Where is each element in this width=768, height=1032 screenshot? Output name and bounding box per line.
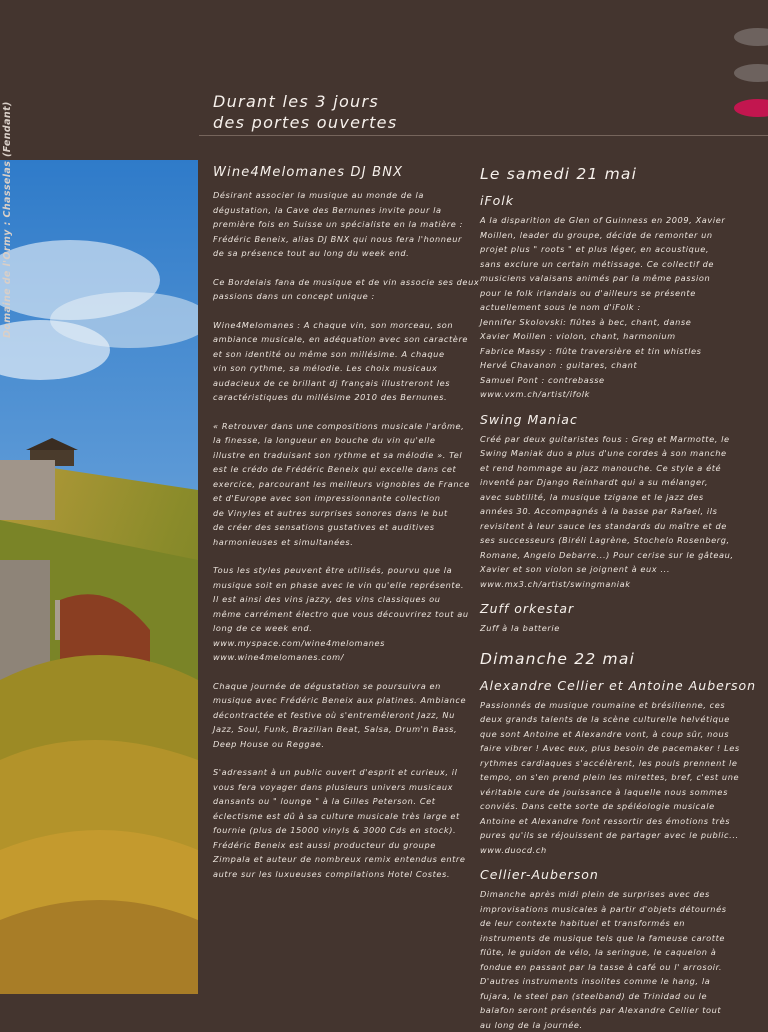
duo-title: Cellier-Auberson	[480, 867, 599, 882]
page-title: Durant les 3 jours des portes ouvertes	[213, 92, 398, 132]
vineyard-photo	[0, 101, 198, 994]
left-column	[213, 165, 480, 881]
link[interactable]: www.mx3.ch/artist/swingmaniak	[480, 578, 631, 589]
dj-section-title: Wine4Melomanes DJ BNX	[213, 165, 404, 180]
paragraph: Chaque journée de dégustation se poursuivra en musique avec Frédéric Beneix aux platines. Ambiance décontractée et festive où s'entremêleront Jazz, Nu Jazz, Soul, Funk, Brazilian Beat, Salsa, Drum'n Bass, Deep House ou Reggae.	[213, 680, 467, 749]
zuff-title: Zuff orkestar	[480, 601, 575, 616]
right-column	[480, 165, 756, 1032]
duo-text: Dimanche après midi plein de surprises avec des improvisations musicales à partir d'objets détournés de leur contexte habituel et transformés en instruments de musique tels que la fameuse carotte flûte, le guidon de vélo, la seringue, le caquelon à fondue en passant par la tasse à café ou l' arrosoir. D'autres instruments insolites comme le hang, la fujara, le steel pan (steelband) de Trinidad ou le balafon seront présentés par Alexandre Cellier tout au long de la journée.	[480, 889, 727, 1030]
swing-text: Créé par deux guitaristes fous : Greg et Marmotte, le Swing Maniak duo a plus d'une cordes à son manche et rend hommage au jazz manouche. Ce style a été inventé par Django Reinhardt qui a su mélanger, avec subtilité, la musique tzigane et le jazz des années 30. Accompagnés à la basse par Rafael, ils revisitent à leur sauce les standards du maître et de ses successeurs (Biréli Lagrène, Stochelo Rosenberg, Romane, Angelo Debarre...) Pour cerise sur le gâteau, Xavier et son violon se joignent à eux ... www.mx3.ch/artist/swingmaniak	[480, 432, 756, 592]
ifolk-title: iFolk	[480, 193, 515, 208]
paragraph: « Retrouver dans une compositions musicale l'arôme, la finesse, la longueur en bouche du vin qu'elle illustre en traduisant son rythme et sa mélodie ». Tel est le crédo de Frédéric Beneix qui excelle dans cet exercice, parcourant les meilleurs vignobles de France et d'Europe avec son impressionnante collection de Vinyles et autres surprises sonores dans le but de créer des sensations gustatives et auditives harmonieuses et simultanées.	[213, 420, 470, 547]
grey-tab-2	[734, 64, 768, 82]
accent-tab	[734, 99, 768, 117]
ifolk-text: A la disparition de Glen of Guinness en 2009, Xavier Moillen, leader du groupe, décide de remonter un projet plus " roots " et plus léger, en acoustique, sans exclure un certain métissage. Ce collectif de musiciens valaisans animés par la même passion pour le folk irlandais ou d'ailleurs se présente actuellement sous le nom d'iFolk : Jennifer Skolovski: flûtes à bec, chant, danse Xavier Moillen : violon, chant, harmonium Fabrice Massy : flûte traversière et tin whistles Hervé Chavanon : guitares, chant Samuel Pont : contrebasse www.vxm.ch/artist/ifolk	[480, 213, 756, 402]
link[interactable]: www.myspace.com/wine4melomanes	[213, 637, 386, 648]
paragraph: Désirant associer la musique au monde de la dégustation, la Cave des Bernunes invite pour la première fois en Suisse un spécialiste en la matière : Frédéric Beneix, alias DJ BNX qui nous fera l'honneur de sa présence tout au long du week end.	[213, 190, 463, 258]
paragraph: S'adressant à un public ouvert d'esprit et curieux, il vous fera voyager dans plusieurs univers musicaux dansants ou " lounge " à la Gilles Peterson. Cet éclectisme est dû à sa culture musicale très large et fournie (plus de 15000 vinyls & 3000 Cds en stock). Frédéric Beneix est aussi producteur du groupe Zimpala et auteur de nombreux remix entendus entre autre sur les luxueuses compilations Hotel Costes.	[213, 767, 466, 879]
cellier-auberson-title: Alexandre Cellier et Antoine Auberson	[480, 677, 757, 693]
photo-caption: Domaine de l'Ormy : Chasselas (Fendant)	[2, 101, 13, 338]
zuff-text: Zuff à la batterie	[480, 623, 560, 633]
sunday-heading: Dimanche 22 mai	[480, 649, 636, 668]
link[interactable]: www.vxm.ch/artist/ifolk	[480, 389, 590, 399]
grey-tab-1	[734, 28, 768, 46]
paragraph: Wine4Melomanes : A chaque vin, son morceau, son ambiance musicale, en adéquation avec son caractère et son identité ou même son millésime. A chaque vin son rythme, sa mélodie. Les choix musicaux audacieux de ce brillant dj français illustreront les caractéristiques du millésime 2010 des Bernunes.	[213, 319, 469, 402]
saturday-heading: Le samedi 21 mai	[480, 165, 638, 183]
paragraph: Ce Bordelais fana de musique et de vin associe ses deux passions dans un concept unique :	[213, 276, 480, 301]
paragraph: Tous les styles peuvent être utilisés, pourvu que la musique soit en phase avec le vin qu'elle représente. Il est ainsi des vins jazzy, des vins classiques ou même carrément électro que vous découvrirez tout au long de ce week end. www.myspace.com/wine4melomanes www.wine4melomanes.com/	[213, 563, 468, 665]
divider	[199, 135, 768, 136]
link[interactable]: www.duocd.ch	[480, 844, 547, 855]
cellier-auberson-text: Passionnés de musique roumaine et brésilienne, ces deux grands talents de la scène culturelle helvétique que sont Antoine et Alexandre vont, à coup sûr, nous faire vibrer ! Avec eux, plus besoin de pacemaker ! Les rythmes cardiaques s'accélèrent, les pouls prennent le tempo, on s'en prend plein les mirettes, bref, c'est une véritable cure de jouissance à laquelle nous sommes conviés. Dans cette sorte de spéléologie musicale Antoine et Alexandre font ressortir des émotions très pures qu'ils se réjouissent de partager avec le public... www.duocd.ch	[480, 698, 756, 858]
swing-title: Swing Maniac	[480, 411, 578, 427]
link[interactable]: www.wine4melomanes.com/	[213, 652, 345, 662]
